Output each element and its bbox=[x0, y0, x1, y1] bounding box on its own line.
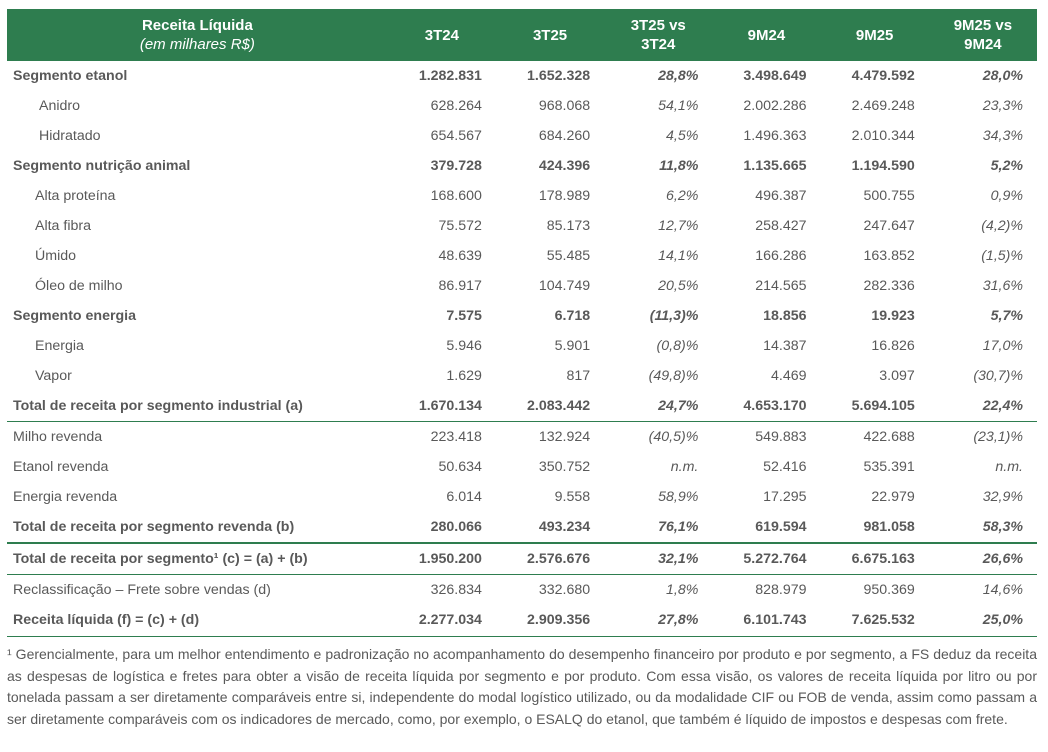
cell-3t24: 280.066 bbox=[388, 512, 496, 543]
row-label: Total de receita por segmento¹ (c) = (a) + (b) bbox=[7, 543, 388, 575]
cell-3t25: 9.558 bbox=[554, 489, 591, 505]
cell-9m24: 52.416 bbox=[763, 459, 807, 475]
column-header-3t24: 3T24 bbox=[388, 9, 496, 61]
cell-3t-change: 12,7% bbox=[658, 218, 699, 234]
cell-9m24: 17.295 bbox=[763, 489, 807, 505]
cell-3t-change: 11,8% bbox=[659, 158, 699, 174]
cell-3t25: 2.576.676 bbox=[496, 543, 604, 575]
row-label: Energia bbox=[35, 338, 84, 354]
cell-9m-change: 0,9% bbox=[990, 188, 1023, 204]
cell-9m25: 950.369 bbox=[863, 582, 915, 598]
row-label: Segmento etanol bbox=[13, 68, 128, 84]
cell-9m24: 18.856 bbox=[763, 308, 807, 324]
cell-9m-change: n.m. bbox=[995, 459, 1023, 475]
cell-9m24: 214.565 bbox=[755, 278, 807, 294]
cell-9m24: 4.653.170 bbox=[712, 391, 820, 422]
column-header-9m25: 9M25 bbox=[821, 9, 929, 61]
cell-3t24: 5.946 bbox=[446, 338, 482, 354]
cell-3t25: 85.173 bbox=[546, 218, 591, 234]
cell-3t-change: 20,5% bbox=[658, 278, 699, 294]
row-label: Úmido bbox=[35, 248, 76, 264]
cell-9m-change: 5,7% bbox=[990, 308, 1023, 324]
table-row-total bbox=[7, 543, 1037, 575]
cell-3t-change: 4,5% bbox=[666, 128, 699, 144]
cell-3t-change: 76,1% bbox=[604, 512, 712, 543]
table-subtitle: (em milhares R$) bbox=[139, 36, 255, 53]
table-row bbox=[7, 61, 1037, 91]
cell-9m24: 1.496.363 bbox=[743, 128, 807, 144]
cell-9m24: 5.272.764 bbox=[712, 543, 820, 575]
cell-9m25: 163.852 bbox=[863, 248, 915, 264]
table-row bbox=[7, 121, 1037, 151]
table-row bbox=[7, 301, 1037, 331]
cell-3t25: 55.485 bbox=[546, 248, 591, 264]
cell-3t25: 968.068 bbox=[538, 98, 591, 114]
cell-9m25: 6.675.163 bbox=[821, 543, 929, 575]
cell-9m24: 2.002.286 bbox=[743, 98, 807, 114]
cell-3t24: 6.014 bbox=[446, 489, 482, 505]
cell-3t24: 50.634 bbox=[438, 459, 482, 475]
cell-3t24: 2.277.034 bbox=[418, 612, 482, 628]
cell-9m-change: 34,3% bbox=[982, 128, 1023, 144]
cell-9m-change: (30,7)% bbox=[973, 368, 1023, 384]
cell-3t-change: 24,7% bbox=[604, 391, 712, 422]
cell-9m25: 7.625.532 bbox=[851, 612, 915, 628]
header-title-cell bbox=[7, 9, 388, 61]
cell-9m25: 5.694.105 bbox=[821, 391, 929, 422]
table-row bbox=[7, 452, 1037, 482]
table-row bbox=[7, 422, 1037, 453]
cell-3t-change: 58,9% bbox=[658, 489, 699, 505]
cell-3t25: 2.909.356 bbox=[527, 612, 591, 628]
cell-3t24: 168.600 bbox=[430, 188, 482, 204]
table-header-row bbox=[7, 9, 1037, 61]
cell-3t-change: (0,8)% bbox=[656, 338, 699, 354]
table-row bbox=[7, 361, 1037, 391]
row-label: Anidro bbox=[39, 98, 81, 114]
column-header-3t25: 3T25 bbox=[496, 9, 604, 61]
table-row bbox=[7, 241, 1037, 271]
cell-3t25: 1.652.328 bbox=[527, 68, 591, 84]
cell-9m-change: 58,3% bbox=[929, 512, 1037, 543]
cell-9m-change: 31,6% bbox=[982, 278, 1023, 294]
cell-3t-change: 32,1% bbox=[604, 543, 712, 575]
table-row bbox=[7, 91, 1037, 121]
cell-3t25: 132.924 bbox=[538, 429, 591, 445]
cell-3t25: 424.396 bbox=[538, 158, 591, 174]
cell-9m25: 2.469.248 bbox=[851, 98, 915, 114]
row-label: Vapor bbox=[35, 368, 72, 384]
cell-3t25: 178.989 bbox=[538, 188, 591, 204]
cell-3t-change: (11,3)% bbox=[649, 308, 699, 324]
row-label: Segmento energia bbox=[13, 308, 136, 324]
table-row bbox=[7, 151, 1037, 181]
cell-9m24: 1.135.665 bbox=[743, 158, 807, 174]
cell-3t-change: 14,1% bbox=[658, 248, 699, 264]
cell-3t24: 1.950.200 bbox=[388, 543, 496, 575]
table-row-subtotal bbox=[7, 512, 1037, 543]
cell-3t-change: 6,2% bbox=[666, 188, 699, 204]
column-header-9m24: 9M24 bbox=[712, 9, 820, 61]
cell-9m24: 3.498.649 bbox=[743, 68, 807, 84]
cell-9m25: 3.097 bbox=[879, 368, 915, 384]
row-label: Receita líquida (f) = (c) + (d) bbox=[13, 612, 200, 628]
cell-9m-change: 14,6% bbox=[982, 582, 1023, 598]
cell-3t24: 326.834 bbox=[430, 582, 482, 598]
cell-9m25: 19.923 bbox=[871, 308, 915, 324]
table-row bbox=[7, 482, 1037, 512]
cell-9m24: 619.594 bbox=[712, 512, 820, 543]
cell-3t24: 75.572 bbox=[438, 218, 482, 234]
cell-3t-change: 27,8% bbox=[658, 612, 699, 628]
cell-9m25: 535.391 bbox=[863, 459, 915, 475]
cell-9m25: 16.826 bbox=[871, 338, 915, 354]
cell-9m24: 549.883 bbox=[755, 429, 807, 445]
cell-9m24: 4.469 bbox=[771, 368, 807, 384]
cell-9m25: 422.688 bbox=[863, 429, 915, 445]
table-row bbox=[7, 575, 1037, 606]
cell-9m24: 258.427 bbox=[755, 218, 807, 234]
cell-9m24: 828.979 bbox=[755, 582, 807, 598]
table-row bbox=[7, 271, 1037, 301]
cell-9m25: 247.647 bbox=[863, 218, 915, 234]
table-title: Receita Líquida bbox=[141, 17, 253, 34]
cell-9m24: 14.387 bbox=[763, 338, 807, 354]
cell-9m-change: (1,5)% bbox=[981, 248, 1023, 264]
cell-3t-change: 28,8% bbox=[658, 68, 699, 84]
table-row-subtotal bbox=[7, 391, 1037, 422]
cell-9m24: 166.286 bbox=[755, 248, 807, 264]
row-label: Milho revenda bbox=[13, 429, 103, 445]
cell-3t24: 1.282.831 bbox=[418, 68, 482, 84]
cell-9m-change: 25,0% bbox=[982, 612, 1023, 628]
cell-3t24: 223.418 bbox=[430, 429, 482, 445]
cell-3t25: 6.718 bbox=[554, 308, 591, 324]
table-row bbox=[7, 181, 1037, 211]
cell-3t25: 5.901 bbox=[554, 338, 591, 354]
row-label: Alta proteína bbox=[35, 188, 116, 204]
cell-9m-change: 26,6% bbox=[929, 543, 1037, 575]
revenue-table-container bbox=[7, 9, 1037, 635]
cell-3t25: 817 bbox=[566, 368, 591, 384]
revenue-table bbox=[7, 9, 1037, 635]
cell-9m24: 496.387 bbox=[755, 188, 807, 204]
cell-9m25: 500.755 bbox=[863, 188, 915, 204]
table-row-total bbox=[7, 605, 1037, 635]
row-label: Etanol revenda bbox=[13, 459, 109, 475]
cell-3t25: 493.234 bbox=[496, 512, 604, 543]
row-label: Total de receita por segmento revenda (b) bbox=[7, 512, 388, 543]
footnote: ¹ Gerencialmente, para um melhor entendimento e padronização no acompanhamento do desempenho financeiro por produto e por segmento, a FS deduz da receita as despesas de logística e fretes para obter a visão de receita líquida por segmento e por produto. Com essa visão, os valores de receita líquida por litro ou por tonelada passam a ser diretamente comparáveis entre si, independente do modal logístico utilizado, ou da modalidade CIF ou FOB de venda, assim como passam a ser diretamente comparáveis com os indicadores de mercado, como, por exemplo, o ESALQ do etanol, que também é líquido de impostos e despesas com frete. bbox=[7, 636, 1037, 730]
row-label: Energia revenda bbox=[13, 489, 118, 505]
cell-9m-change: 32,9% bbox=[982, 489, 1023, 505]
row-label: Segmento nutrição animal bbox=[13, 158, 191, 174]
cell-9m-change: 28,0% bbox=[982, 68, 1023, 84]
row-label: Hidratado bbox=[39, 128, 101, 144]
cell-3t-change: 1,8% bbox=[666, 582, 699, 598]
cell-9m25: 981.058 bbox=[821, 512, 929, 543]
cell-3t25: 104.749 bbox=[538, 278, 591, 294]
row-label: Óleo de milho bbox=[35, 278, 123, 294]
cell-3t24: 628.264 bbox=[430, 98, 482, 114]
table-row bbox=[7, 331, 1037, 361]
cell-3t25: 2.083.442 bbox=[496, 391, 604, 422]
cell-3t24: 1.670.134 bbox=[388, 391, 496, 422]
cell-9m25: 2.010.344 bbox=[851, 128, 915, 144]
cell-9m-change: 5,2% bbox=[990, 158, 1023, 174]
row-label: Alta fibra bbox=[35, 218, 91, 234]
cell-3t25: 684.260 bbox=[538, 128, 591, 144]
cell-9m25: 4.479.592 bbox=[851, 68, 915, 84]
cell-3t24: 48.639 bbox=[438, 248, 482, 264]
cell-9m25: 282.336 bbox=[863, 278, 915, 294]
cell-3t24: 86.917 bbox=[438, 278, 482, 294]
cell-3t24: 654.567 bbox=[430, 128, 482, 144]
row-label: Total de receita por segmento industrial (a) bbox=[7, 391, 388, 422]
cell-3t25: 332.680 bbox=[538, 582, 591, 598]
cell-3t24: 379.728 bbox=[430, 158, 482, 174]
cell-3t24: 1.629 bbox=[446, 368, 482, 384]
cell-9m-change: 17,0% bbox=[982, 338, 1023, 354]
cell-3t-change: (40,5)% bbox=[648, 429, 699, 445]
column-header-3t25-vs-3t24: 3T25 vs 3T24 bbox=[604, 9, 712, 61]
cell-9m-change: 22,4% bbox=[929, 391, 1037, 422]
cell-3t24: 7.575 bbox=[446, 308, 482, 324]
cell-9m24: 6.101.743 bbox=[743, 612, 807, 628]
cell-3t25: 350.752 bbox=[538, 459, 591, 475]
cell-9m-change: (23,1)% bbox=[973, 429, 1023, 445]
cell-3t-change: n.m. bbox=[670, 459, 699, 475]
cell-9m-change: 23,3% bbox=[982, 98, 1023, 114]
cell-9m25: 22.979 bbox=[871, 489, 915, 505]
table-row bbox=[7, 211, 1037, 241]
row-label: Reclassificação – Frete sobre vendas (d) bbox=[13, 582, 271, 598]
column-header-9m25-vs-9m24: 9M25 vs 9M24 bbox=[929, 9, 1037, 61]
cell-9m25: 1.194.590 bbox=[851, 158, 915, 174]
cell-9m-change: (4,2)% bbox=[981, 218, 1023, 234]
cell-3t-change: 54,1% bbox=[658, 98, 699, 114]
cell-3t-change: (49,8)% bbox=[648, 368, 699, 384]
